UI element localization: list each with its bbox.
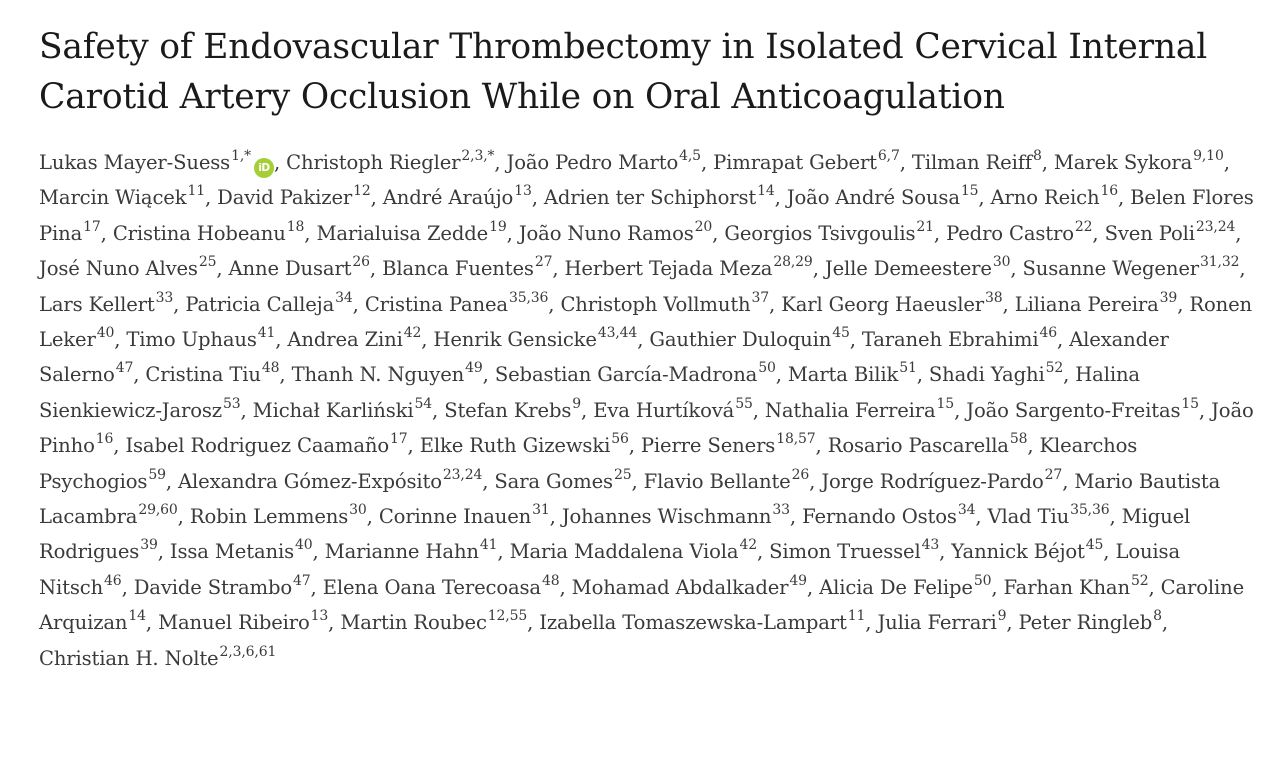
author-name[interactable]: Corinne [378,505,464,529]
affiliation-superscript: 40 [295,537,313,554]
author-entry: Issa Metanis$^{40}$ [169,537,313,564]
author-entry: Shadi Yaghi$^{52}$ [928,360,1064,387]
affiliation-superscript: 25 [198,254,217,271]
author-name[interactable]: Cristina [112,221,197,245]
author-entry: Pimrapat Gebert$^{6,7}$ [713,148,900,174]
author-name[interactable]: Cristina [145,363,230,387]
author-name[interactable]: Vlad [987,505,1038,529]
author-name[interactable]: Eva [593,398,636,422]
author-entry: Izabella Tomaszewska-Lampart$^{11}$ [539,608,866,635]
affiliation-superscript: 56 [611,431,629,448]
author-entry: Cristina Tiu$^{48}$ [145,360,280,387]
affiliation-superscript: 48 [261,360,280,377]
affiliation-superscript: 25 [613,466,632,483]
author-entry: Henrik Gensicke$^{43,44}$ [433,325,638,352]
affiliation-superscript: 30 [349,502,367,519]
author-name[interactable]: Sven [1104,221,1159,245]
author-name[interactable]: Lukas [39,151,104,174]
author-name[interactable]: João Pedro [506,151,619,174]
affiliation-superscript: 41 [257,325,276,342]
author-name[interactable]: Gauthier [649,328,742,352]
author-name[interactable]: João André [786,186,902,210]
author-name[interactable]: Isabel Rodriguez [125,434,298,458]
affiliation-superscript: 38 [985,289,1003,306]
author-name[interactable]: Caroline [1160,575,1245,599]
author-entry: Herbert Tejada Meza$^{28,29}$ [564,254,813,281]
author-name[interactable]: Simon [769,540,838,564]
author-entry: Martin Roubec$^{12,55}$ [340,608,528,635]
author-entry: Fernando Ostos$^{34}$ [802,502,976,529]
author-entry: Flavio Bellante$^{26}$ [643,466,810,493]
author-name[interactable]: Adrien ter [543,186,651,210]
affiliation-superscript: 20 [694,218,713,235]
author-name[interactable]: Elke Ruth [419,434,523,458]
affiliation-superscript: 27 [1044,466,1063,483]
author-name[interactable]: Sebastian [494,363,598,387]
author-name[interactable]: Shadi [928,363,991,387]
affiliation-superscript: 39 [1159,289,1178,306]
affiliation-superscript: 16 [1100,183,1118,200]
author-name[interactable]: Lars [39,292,89,316]
affiliation-superscript: 42 [403,325,422,342]
author-entry: Taraneh Ebrahimi$^{46}$ [861,325,1057,352]
affiliation-superscript: 33 [155,289,174,306]
author-name[interactable]: Georgios [724,221,819,245]
affiliation-superscript: 15 [1181,395,1199,412]
author-entry: Alicia De Felipe$^{50}$ [819,572,992,599]
author-entry: Tilman Reiff$^8$ [911,148,1042,174]
author-entry: Pierre Seners$^{18,57}$ [640,431,816,458]
author-entry: Marcin Wiącek$^{11}$ [39,183,205,210]
author-name[interactable]: Marek [1053,151,1124,174]
orcid-icon[interactable]: iD [254,158,274,178]
affiliation-superscript: 9,10 [1193,148,1224,164]
author-name[interactable]: Alicia De [819,575,913,599]
author-entry: Miguel Rodrigues$^{39}$ [39,505,1191,564]
author-name[interactable]: Johannes [561,505,658,529]
affiliation-superscript: 58 [1009,431,1028,448]
affiliation-superscript: 17 [83,218,101,235]
author-name[interactable]: Michał [252,398,326,422]
author-entry: Karl Georg Haeusler$^{38}$ [781,289,1003,316]
author-entry: Louisa Nitsch$^{46}$ [39,540,1180,599]
author-name[interactable]: Alexandra [178,469,284,493]
author-entry: Cristina Panea$^{35,36}$ [364,289,549,316]
affiliation-superscript: 54 [414,395,433,412]
author-entry: Susanne Wegener$^{31,32}$ [1022,254,1240,281]
affiliation-superscript: 33 [772,502,790,519]
author-entry: João André Sousa$^{15}$ [786,183,979,210]
author-entry: Julia Ferrari$^9$ [877,608,1007,635]
author-name[interactable]: Robin [189,505,254,529]
author-entry: Mario Bautista Lacambra$^{29,60}$ [39,469,1221,529]
affiliation-superscript: 41 [479,537,498,554]
affiliation-superscript: 48 [541,572,560,589]
author-name[interactable]: André [382,186,449,210]
author-entry: Robin Lemmens$^{30}$ [189,502,367,529]
author-entry: Nathalia Ferreira$^{15}$ [764,395,955,422]
affiliation-superscript: 37 [751,289,770,306]
author-entry: Mohamad Abdalkader$^{49}$ [571,572,807,599]
author-entry: Christian H. Nolte$^{2,3,6,61}$ [39,643,277,670]
affiliation-superscript: 55 [735,395,753,412]
author-name[interactable]: Christoph [286,151,390,174]
affiliation-superscript: 35,36 [508,289,549,306]
author-entry: Christoph Vollmuth$^{37}$ [560,289,770,316]
author-name[interactable]: Jorge [821,469,880,493]
author-name[interactable]: Yannick [951,540,1034,564]
author-name[interactable]: Susanne [1022,257,1113,281]
author-entry: Jorge Rodríguez-Pardo$^{27}$ [821,466,1063,493]
affiliation-superscript: 34 [957,502,976,519]
author-name[interactable]: Anne [228,257,285,281]
author-entry: Elke Ruth Gizewski$^{56}$ [419,431,629,458]
affiliation-superscript: 22 [1074,218,1093,235]
affiliation-superscript: 13 [310,608,329,625]
affiliation-superscript: 21 [916,218,934,235]
affiliation-superscript: 6,7 [877,148,900,164]
author-entry: Andrea Zini$^{42}$ [287,325,422,352]
author-entry: Elena Oana Terecoasa$^{48}$ [322,572,560,599]
affiliation-superscript: 35,36 [1070,502,1110,519]
affiliation-superscript: 47 [115,360,134,377]
author-name[interactable]: Pierre [640,434,708,458]
affiliation-superscript: 2,3,* [461,148,495,164]
author-name[interactable]: Patricia [185,292,267,316]
affiliation-superscript: 45 [1085,537,1104,554]
author-entry: Corinne Inauen$^{31}$ [378,502,550,529]
affiliation-superscript: 16 [95,431,114,448]
author-entry: João Nuno Ramos$^{20}$ [518,218,713,245]
author-name[interactable]: João [966,398,1015,422]
author-entry: Jelle Demeestere$^{30}$ [824,254,1011,281]
author-name[interactable]: Henrik [433,328,508,352]
affiliation-superscript: 28,29 [773,254,813,271]
author-entry: Maria Maddalena Viola$^{42}$ [509,537,757,564]
author-entry: Patricia Calleja$^{34}$ [185,289,353,316]
author-name[interactable]: Sara [494,469,547,493]
author-entry: Arno Reich$^{16}$ [990,183,1118,210]
author-name[interactable]: Timo [126,328,182,352]
affiliation-superscript: 31,32 [1200,254,1240,271]
affiliation-superscript: 31 [532,502,550,519]
author-name[interactable]: Klearchos [1039,434,1138,458]
author-name[interactable]: Herbert Tejada [564,257,720,281]
affiliation-superscript: 52 [1045,360,1064,377]
author-entry: Johannes Wischmann$^{33}$ [561,502,790,529]
author-entry: Halina Sienkiewicz-Jarosz$^{53}$ [39,363,1140,422]
affiliation-superscript: 49 [789,572,807,589]
affiliation-superscript: 26 [352,254,370,271]
author-entry: Peter Ringleb$^8$ [1018,608,1162,635]
author-name[interactable]: Liliana [1014,292,1088,316]
author-entry: Christoph Riegler$^{2,3,*}$ [286,148,495,174]
affiliation-superscript: 8 [1032,148,1042,164]
affiliation-superscript: 12,55 [487,608,528,625]
affiliation-superscript: 2,3,6,61 [219,643,277,660]
author-name[interactable]: João [1211,398,1254,422]
author-entry: David Pakizer$^{12}$ [217,183,371,210]
author-entry: Sven Poli$^{23,24}$ [1104,218,1236,245]
author-name[interactable]: Marcin [39,186,116,210]
author-name[interactable]: Marialuisa [316,221,427,245]
author-entry: Cristina Hobeanu$^{18}$ [112,218,305,245]
author-name[interactable]: Blanca [382,257,455,281]
affiliation-superscript: 11 [847,608,866,625]
author-name[interactable]: Christian H. [39,646,165,670]
affiliation-superscript: 12 [353,183,371,200]
affiliation-superscript: 15 [960,183,979,200]
author-name[interactable]: Mohamad [571,575,676,599]
affiliation-superscript: 8 [1153,608,1162,625]
affiliation-superscript: 23,24 [1195,218,1236,235]
author-name[interactable]: Nathalia [764,398,855,422]
author-entry: Alexander Salerno$^{47}$ [39,328,1169,387]
author-entry: Liliana Pereira$^{39}$ [1014,289,1178,316]
affiliation-superscript: 34 [335,289,353,306]
author-name[interactable]: José Nuno [39,257,146,281]
author-entry: José Nuno Alves$^{25}$ [39,254,217,281]
author-name[interactable]: Martin [340,611,414,635]
affiliation-superscript: 11 [187,183,205,200]
author-name[interactable]: Manuel [158,611,239,635]
author-name[interactable]: Fernando [802,505,902,529]
author-name[interactable]: Alexander [1069,328,1169,352]
affiliation-superscript: 15 [936,395,955,412]
affiliation-superscript: 18 [286,218,305,235]
author-entry: João Sargento-Freitas$^{15}$ [966,395,1199,422]
author-name[interactable]: Belen Flores [1130,186,1254,210]
affiliation-superscript: 45 [832,325,850,342]
author-name[interactable]: Taraneh [861,328,949,352]
author-entry: Pedro Castro$^{22}$ [946,218,1093,245]
affiliation-superscript: 52 [1130,572,1149,589]
author-name[interactable]: Christoph [560,292,664,316]
affiliation-superscript: 59 [148,466,166,483]
author-name[interactable]: Maria Maddalena [509,540,690,564]
affiliation-superscript: 27 [534,254,553,271]
affiliation-superscript: 46 [1039,325,1057,342]
author-name[interactable]: Andrea [287,328,365,352]
author-entry: Eva Hurtíková$^{55}$ [593,395,753,422]
author-entry: Lukas Mayer-Suess$^{1,*}$iD [39,151,274,174]
author-name[interactable]: Ronen [1189,292,1252,316]
author-entry: Vlad Tiu$^{35,36}$ [987,502,1110,529]
affiliation-superscript: 9 [997,608,1007,625]
author-name[interactable]: Jelle [824,257,874,281]
author-entry: Georgios Tsivgoulis$^{21}$ [724,218,934,245]
author-name[interactable]: Issa [169,540,215,564]
author-entry: Michał Karliński$^{54}$ [252,395,433,422]
affiliation-superscript: 51 [899,360,917,377]
author-name[interactable]: Elena Oana [322,575,443,599]
affiliation-superscript: 46 [104,572,122,589]
author-entry: Klearchos Psychogios$^{59}$ [39,434,1138,493]
author-name[interactable]: Rosario [827,434,909,458]
author-name[interactable]: Karl Georg [781,292,895,316]
author-name[interactable]: Miguel [1121,505,1191,529]
author-name[interactable]: David [217,186,280,210]
author-name[interactable]: João Nuno [518,221,628,245]
affiliation-superscript: 9 [572,395,582,412]
author-list: Lukas Mayer-Suess$^{1,*}$iD , Christoph Riegler$^{2,3,*}$, João Pedro Marto$^{4,5}$, Pimrapat Gebert$^{6,7}$, Tilman Reiff$^8$, Marek Sykora$^{9,10}$, Marcin Wiącek$^{11}$, David Pakizer$^{12}$, André Araújo$^{13}$, Adrien ter Schiphorst$^{14}$, João André Sousa$^{15}$, Arno Reich$^{16}$, Belen Flores Pina$^{17}$, Cristina Hobeanu$^{18}$, Marialuisa Zedde$^{19}$, João Nuno Ramos$^{20}$, Georgios Tsivgoulis$^{21}$, Pedro Castro$^{22}$, Sven Poli$^{23,24}$, José Nuno Alves$^{25}$, Anne Dusart$^{26}$, Blanca Fuentes$^{27}$, Herbert Tejada Meza$^{28,29}$, Jelle Demeestere$^{30}$, Susanne Wegener$^{31,32}$, Lars Kellert$^{33}$, Patricia Calleja$^{34}$, Cristina Panea$^{35,36}$, Christoph Vollmuth$^{37}$, Karl Georg Haeusler$^{38}$, Liliana Pereira$^{39}$, Ronen Leker$^{40}$, Timo Uphaus$^{41}$, Andrea Zini$^{42}$, Henrik Gensicke$^{43,44}$, Gauthier Duloquin$^{45}$, Taraneh Ebrahimi$^{46}$, Alexander Salerno$^{47}$, Cristina Tiu$^{48}$, Thanh N. Nguyen$^{49}$, Sebastian García-Madrona$^{50}$, Marta Bilik$^{51}$, Shadi Yaghi$^{52}$, Halina Sienkiewicz-Jarosz$^{53}$, Michał Karliński$^{54}$, Stefan Krebs$^9$, Eva Hurtíková$^{55}$, Nathalia Ferreira$^{15}$, João Sargento-Freitas$^{15}$, João Pinho$^{16}$, Isabel Rodriguez Caamaño$^{17}$, Elke Ruth Gizewski$^{56}$, Pierre Seners$^{18,57}$, Rosario Pascarella$^{58}$, Klearchos Psychogios$^{59}$, Alexandra Gómez-Expósito$^{23,24}$, Sara Gomes$^{25}$, Flavio Bellante$^{26}$, Jorge Rodríguez-Pardo$^{27}$, Mario Bautista Lacambra$^{29,60}$, Robin Lemmens$^{30}$, Corinne Inauen$^{31}$, Johannes Wischmann$^{33}$, Fernando Ostos$^{34}$, Vlad Tiu$^{35,36}$, Miguel Rodrigues$^{39}$, Issa Metanis$^{40}$, Marianne Hahn$^{41}$, Maria Maddalena Viola$^{42}$, Simon Truessel$^{43}$, Yannick Béjot$^{45}$, Louisa Nitsch$^{46}$, Davide Strambo$^{47}$, Elena Oana Terecoasa$^{48}$, Mohamad Abdalkader$^{49}$, Alicia De Felipe$^{50}$, Farhan Khan$^{52}$, Caroline Arquizan$^{14}$, Manuel Ribeiro$^{13}$, Martin Roubec$^{12,55}$, Izabella Tomaszewska-Lampart$^{11}$, Julia Ferrari$^9$, Peter Ringleb$^8$, Christian H. Nolte$^{2,3,6,61}$ [39,148,1254,670]
affiliation-superscript: 26 [791,466,810,483]
author-entry: João Pinho$^{16}$ [39,398,1254,458]
affiliation-superscript: 4,5 [679,148,701,164]
affiliation-superscript: 29,60 [138,502,178,519]
author-name[interactable]: Marta [787,363,854,387]
author-entry: Isabel Rodriguez Caamaño$^{17}$ [125,431,408,458]
affiliation-superscript: 14 [128,608,146,625]
author-name[interactable]: Stefan [444,398,514,422]
author-name[interactable]: Farhan [1003,575,1079,599]
affiliation-superscript: 14 [757,183,775,200]
author-entry: João Pedro Marto$^{4,5}$ [506,148,701,174]
affiliation-superscript: 53 [222,395,241,412]
author-entry: Sebastian García-Madrona$^{50}$ [494,360,776,387]
author-entry: Thanh N. Nguyen$^{49}$ [291,360,483,387]
author-entry: Adrien ter Schiphorst$^{14}$ [543,183,775,210]
author-entry: Marianne Hahn$^{41}$ [324,537,498,564]
affiliation-superscript: 43,44 [597,325,638,342]
affiliation-superscript: 1,* [231,148,251,164]
affiliation-superscript: 18,57 [776,431,816,448]
author-name[interactable]: Marianne [324,540,426,564]
author-name[interactable]: Flavio [643,469,710,493]
author-entry: Gauthier Duloquin$^{45}$ [649,325,850,352]
author-entry: Belen Flores Pina$^{17}$ [39,186,1254,245]
author-name[interactable]: Arno [990,186,1044,210]
author-name[interactable]: Thanh N. [291,363,388,387]
author-name[interactable]: Halina [1075,363,1140,387]
author-entry: Farhan Khan$^{52}$ [1003,572,1149,599]
author-name[interactable]: Pimrapat [713,151,810,174]
author-entry: Marek Sykora$^{9,10}$ [1053,148,1224,174]
affiliation-superscript: 47 [293,572,311,589]
affiliation-superscript: 17 [390,431,408,448]
author-name[interactable]: Pedro [946,221,1010,245]
affiliation-superscript: 23,24 [442,466,483,483]
affiliation-superscript: 19 [489,218,507,235]
author-name[interactable]: Julia [877,611,928,635]
affiliation-superscript: 39 [140,537,158,554]
author-name[interactable]: Mario Bautista [1074,469,1221,493]
author-entry: Marialuisa Zedde$^{19}$ [316,218,507,245]
affiliation-superscript: 13 [514,183,532,200]
author-entry: Yannick Béjot$^{45}$ [951,537,1104,564]
author-entry: Manuel Ribeiro$^{13}$ [158,608,329,635]
affiliation-superscript: 40 [96,325,115,342]
author-entry: Alexandra Gómez-Expósito$^{23,24}$ [178,466,483,493]
affiliation-superscript: 42 [739,537,757,554]
paper-title: Safety of Endovascular Thrombectomy in Isolated Cervical Internal Carotid Artery Occlusion While on Oral Anticoagulation [39,27,1208,117]
author-name[interactable]: Tilman [911,151,986,174]
paper-header [39,22,1264,676]
author-name[interactable]: Louisa [1115,540,1180,564]
author-entry: Marta Bilik$^{51}$ [787,360,917,387]
author-entry: Caroline Arquizan$^{14}$ [39,575,1245,635]
affiliation-superscript: 50 [973,572,992,589]
affiliation-superscript: 49 [465,360,483,377]
author-entry: Sara Gomes$^{25}$ [494,466,632,493]
author-entry: Simon Truessel$^{43}$ [769,537,940,564]
author-entry: Davide Strambo$^{47}$ [133,572,311,599]
author-name[interactable]: Peter [1018,611,1077,635]
author-entry: Stefan Krebs$^9$ [444,395,582,422]
affiliation-superscript: 50 [758,360,776,377]
author-name[interactable]: Izabella [539,611,623,635]
author-entry: Blanca Fuentes$^{27}$ [382,254,553,281]
affiliation-superscript: 30 [992,254,1011,271]
affiliation-superscript: 43 [921,537,940,554]
author-entry: Anne Dusart$^{26}$ [228,254,370,281]
author-entry: Timo Uphaus$^{41}$ [126,325,276,352]
author-name[interactable]: Davide [133,575,208,599]
author-entry: Rosario Pascarella$^{58}$ [827,431,1028,458]
author-name[interactable]: Cristina [364,292,449,316]
author-entry: André Araújo$^{13}$ [382,183,532,210]
author-entry: Lars Kellert$^{33}$ [39,289,174,316]
author-entry: Ronen Leker$^{40}$ [39,292,1252,352]
